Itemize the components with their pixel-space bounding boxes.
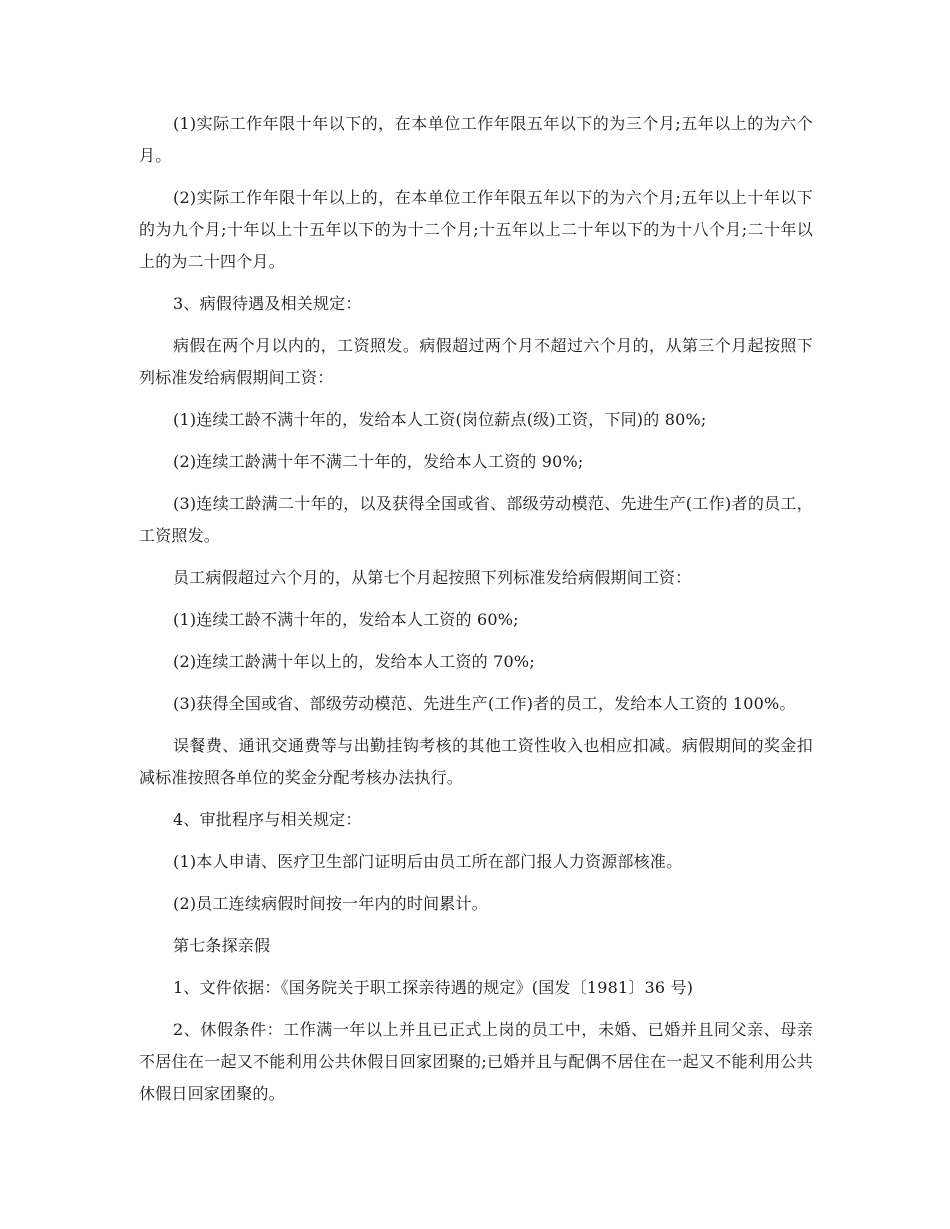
paragraph-4: 病假在两个月以内的，工资照发。病假超过两个月不超过六个月的，从第三个月起按照下列标准发给病假期间工资：	[139, 336, 813, 387]
paragraph-18: 2、休假条件：工作满一年以上并且已正式上岗的员工中，未婚、已婚并且同父亲、母亲不居住在一起又不能利用公共休假日回家团聚的;已婚并且与配偶不居住在一起又不能利用公共休假日回家团聚的。	[139, 1020, 813, 1103]
document-page	[139, 108, 813, 1120]
paragraph-9: (1)连续工龄不满十年的，发给本人工资的 60%;	[173, 610, 519, 629]
paragraph-7: (3)连续工龄满二十年的，以及获得全国或省、部级劳动模范、先进生产(工作)者的员工，工资照发。	[139, 494, 813, 545]
paragraph-12: 误餐费、通讯交通费等与出勤挂钩考核的其他工资性收入也相应扣减。病假期间的奖金扣减标准按照各单位的奖金分配考核办法执行。	[139, 736, 813, 787]
paragraph-14: (1)本人申请、医疗卫生部门证明后由员工所在部门报人力资源部核准。	[173, 852, 683, 871]
paragraph-15: (2)员工连续病假时间按一年内的时间累计。	[173, 894, 488, 913]
paragraph-5: (1)连续工龄不满十年的，发给本人工资(岗位薪点(级)工资，下同)的 80%;	[173, 410, 707, 429]
paragraph-6: (2)连续工龄满十年不满二十年的，发给本人工资的 90%;	[173, 452, 584, 471]
paragraph-8: 员工病假超过六个月的，从第七个月起按照下列标准发给病假期间工资：	[173, 568, 692, 587]
paragraph-17: 1、文件依据：《国务院关于职工探亲待遇的规定》(国发〔1981〕36 号)	[173, 978, 694, 997]
paragraph-2: (2)实际工作年限十年以上的，在本单位工作年限五年以下的为六个月;五年以上十年以下的为九个月;十年以上十五年以下的为十二个月;十五年以上二十年以下的为十八个月;二十年以上的为二十四个月。	[139, 188, 813, 271]
paragraph-1: (1)实际工作年限十年以下的，在本单位工作年限五年以下的为三个月;五年以上的为六个月。	[139, 114, 813, 165]
section-heading-approval: 4、审批程序与相关规定：	[173, 810, 362, 829]
paragraph-11: (3)获得全国或省、部级劳动模范、先进生产(工作)者的员工，发给本人工资的 100%。	[173, 694, 796, 713]
section-heading-sick-leave-pay: 3、病假待遇及相关规定：	[173, 294, 362, 313]
paragraph-10: (2)连续工龄满十年以上的，发给本人工资的 70%;	[173, 652, 535, 671]
article-heading-family-leave: 第七条探亲假	[173, 936, 271, 955]
